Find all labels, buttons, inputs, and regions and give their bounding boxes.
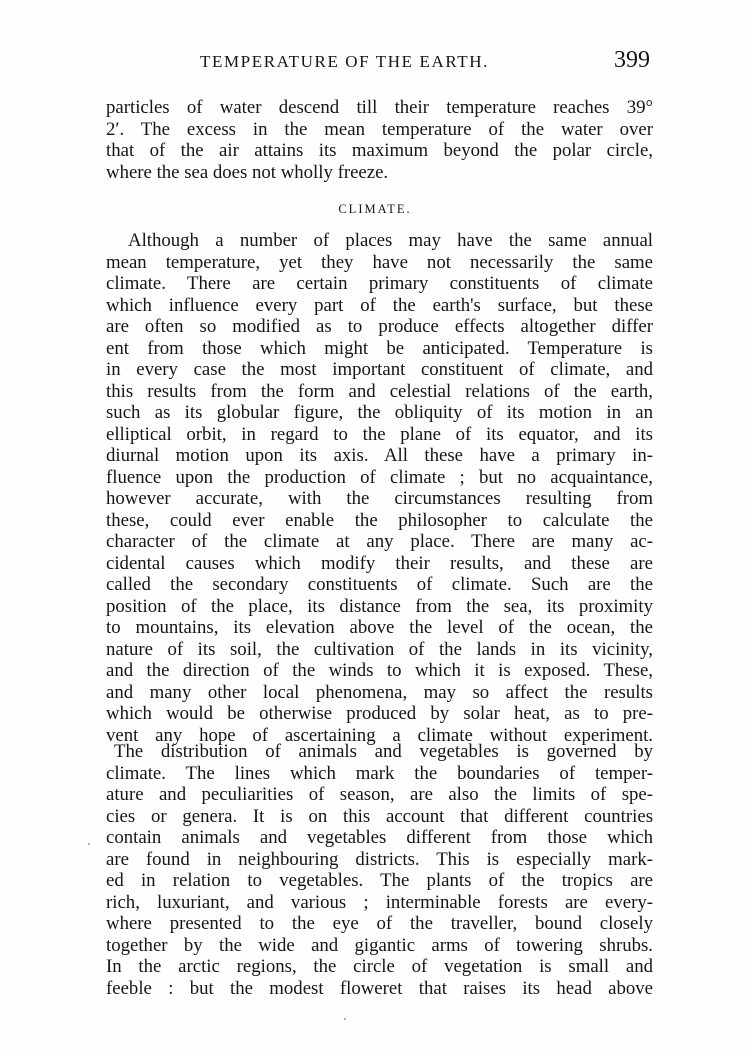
text-line: called the secondary constituents of climate. Such are the [106,574,653,595]
text-line: particles of water descend till their temperature reaches 39° [106,97,653,118]
text-line: contain animals and vegetables different from those which [106,827,653,848]
text-line: these, could ever enable the philosopher to calculate the [106,509,653,531]
section-heading: CLIMATE. [338,202,412,216]
text-line: such as its globular figure, the obliquity of its motion in an [106,402,653,423]
text-line: are found in neighbouring districts. This is especially mark- [106,848,653,870]
text-line: cidental causes which modify their results, and these are [106,552,653,574]
text-line: position of the place, its distance from the sea, its proximity [106,595,653,617]
text-line: 2′. The excess in the mean temperature of the water over [106,118,653,140]
text-line: fluence upon the production of climate ; but no acquaintance, [106,466,653,488]
text-line: feeble : but the modest floweret that raises its head above [106,977,653,999]
text-line: cies or genera. It is on this account that different countries [106,805,653,827]
text-line: in every case the most important constituent of climate, and [106,359,653,380]
text-line: are often so modified as to produce effects altogether differ [106,316,653,337]
text-line: vent any hope of ascertaining a climate without experiment. [106,724,653,746]
text-line: The distribution of animals and vegetables is governed by [114,741,653,762]
text-line: ent from those which might be anticipated. Temperature is [106,337,653,359]
text-line: ed in relation to vegetables. The plants of the tropics are [106,870,653,891]
text-line: elliptical orbit, in regard to the plane of its equator, and its [106,423,653,445]
text-line: where the sea does not wholly freeze. [106,161,389,183]
text-line: and many other local phenomena, may so affect the results [106,681,653,703]
paper-speck [344,1018,346,1020]
text-line: where presented to the eye of the traveller, bound closely [106,913,653,934]
paragraph-3 [106,741,653,999]
text-line: climate. There are certain primary constituents of climate [106,273,653,294]
text-line: to mountains, its elevation above the level of the ocean, the [106,617,653,638]
text-line: however accurate, with the circumstances resulting from [106,488,653,509]
text-line: ature and peculiarities of season, are also the limits of spe- [106,784,653,805]
text-line: which influence every part of the earth's surface, but these [106,294,653,316]
text-line: Although a number of places may have the same annual [128,230,653,251]
paragraph-2 [106,230,653,746]
text-line: together by the wide and gigantic arms of towering shrubs. [106,934,653,956]
text-line: and the direction of the winds to which it is exposed. These, [106,660,653,681]
page-number: 399 [614,47,650,73]
text-line: that of the air attains its maximum beyond the polar circle, [106,140,653,161]
text-line: climate. The lines which mark the boundaries of temper- [106,762,653,784]
paragraph-1 [106,97,653,183]
text-line: In the arctic regions, the circle of vegetation is small and [106,956,653,977]
text-line: mean temperature, yet they have not necessarily the same [106,251,653,273]
text-line: this results from the form and celestial relations of the earth, [106,380,653,402]
text-line: character of the climate at any place. There are many ac- [106,531,653,552]
text-line: diurnal motion upon its axis. All these have a primary in- [106,445,653,466]
text-line: rich, luxuriant, and various ; interminable forests are every- [106,891,653,913]
running-head-title: TEMPERATURE OF THE EARTH. [200,52,489,71]
text-line: which would be otherwise produced by solar heat, as to pre- [106,703,653,724]
text-line: nature of its soil, the cultivation of the lands in its vicinity, [106,638,653,660]
paper-speck [88,843,90,845]
